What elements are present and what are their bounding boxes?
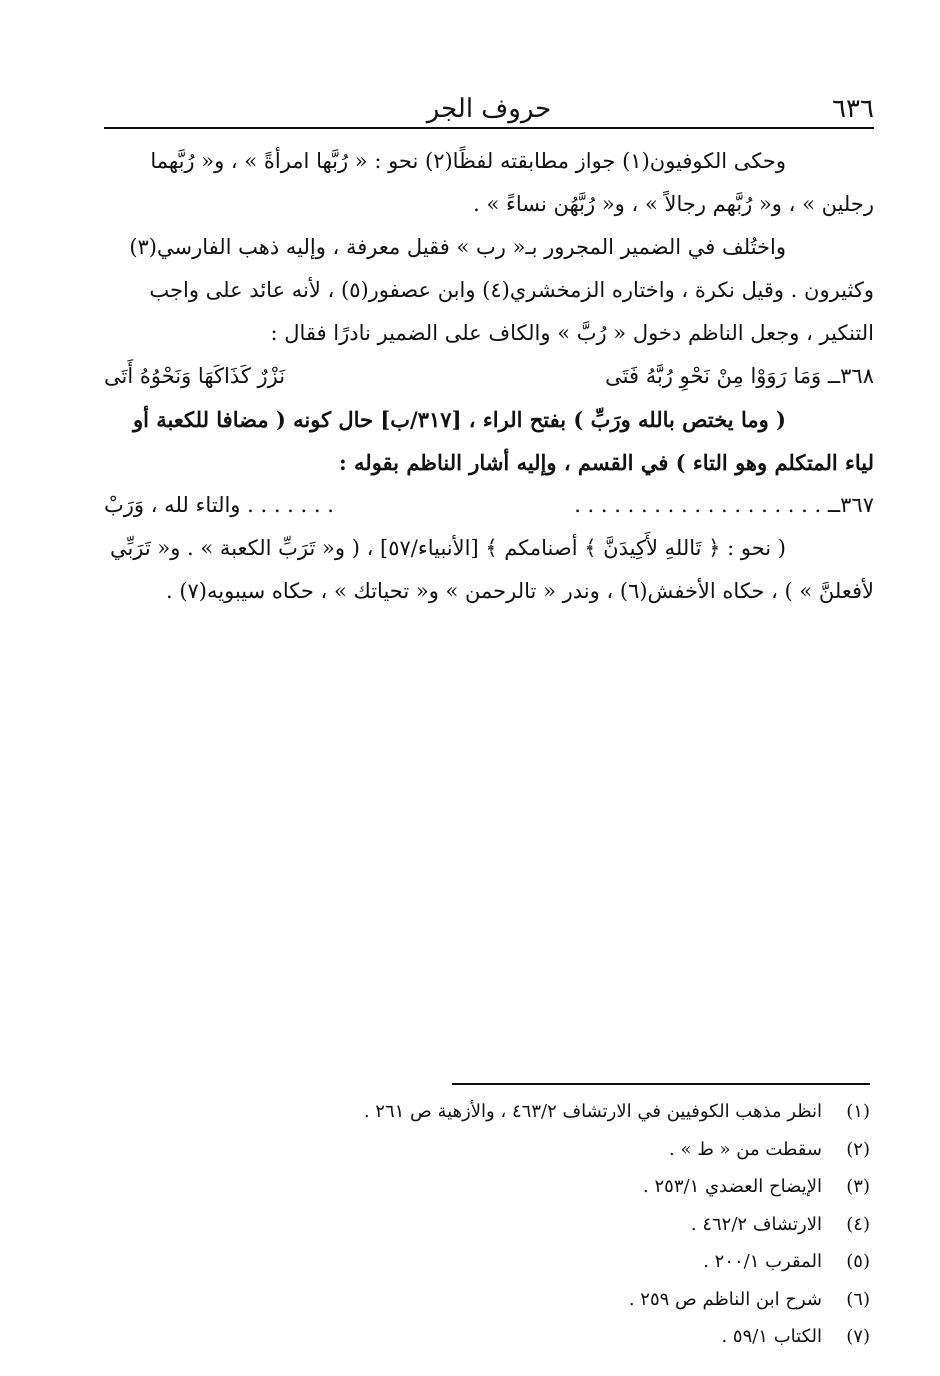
paragraph-line: واختُلف في الضمير المجرور بـ« رب » فقيل معرفة ، وإليه ذهب الفارسي(٣) xyxy=(129,235,786,259)
paragraph-line: رجلين » ، و« رُبَّهم رجالاً » ، و« رُبَّهُن نساءً » . xyxy=(473,192,874,216)
footnote-item xyxy=(200,1318,870,1356)
paragraph-line: وحكى الكوفيون(١) جواز مطابقته لفظًا(٢) نحو : « رُبَّها امرأةً » ، و« رُبَّهما xyxy=(150,149,786,173)
footnote-number: (٥) xyxy=(846,1251,870,1273)
paragraph-line: لياء المتكلم وهو التاء ) في القسم ، وإليه أشار الناظم بقوله : xyxy=(338,450,874,475)
main-text xyxy=(104,140,874,613)
paragraph-line: وكثيرون . وقيل نكرة ، واختاره الزمخشري(٤) وابن عصفور(٥) ، لأنه عائد على واجب xyxy=(149,278,874,302)
footnote-text: المقرب ٢٠٠/١ . xyxy=(703,1251,822,1273)
verse-367 xyxy=(104,484,874,527)
footnote-item xyxy=(200,1131,870,1169)
footnote-number: (٢) xyxy=(846,1138,870,1160)
verse-first-hemistich: ٣٦٨ــ وَمَا رَوَوْا مِنْ نَحْوِ رُبَّهُ فَتَى xyxy=(605,364,874,388)
header-rule xyxy=(104,127,874,129)
paragraph-line: التنكير ، وجعل الناظم دخول « رُبَّ » والكاف على الضمير نادرًا فقال : xyxy=(270,321,874,345)
footnote-text: الارتشاف ٤٦٢/٢ . xyxy=(690,1213,822,1235)
footnote-number: (٣) xyxy=(846,1176,870,1198)
footnote-item xyxy=(200,1281,870,1319)
footnote-text: الإيضاح العضدي ٢٥٣/١ . xyxy=(643,1176,822,1198)
paragraph-line: ( وما يختص بالله ورَبِّ ) بفتح الراء ، [٣١٧/ب] حال كونه ( مضافا للكعبة أو xyxy=(133,407,786,432)
verse-first-hemistich: ٣٦٧ــ . . . . . . . . . . . . . . . . . . . xyxy=(574,493,874,517)
footnote-item xyxy=(200,1168,870,1206)
footnote-number: (٧) xyxy=(846,1326,870,1348)
running-title: حروف الجر xyxy=(426,94,552,124)
verse-368 xyxy=(104,355,874,398)
footnotes xyxy=(200,1093,870,1356)
footnote-separator xyxy=(452,1083,870,1085)
page-number: ٦٣٦ xyxy=(832,94,874,124)
footnote-item xyxy=(200,1093,870,1131)
footnote-item xyxy=(200,1206,870,1244)
verse-second-hemistich: نَزْرٌ كَذَاكَهَا وَنَحْوُهُ أَتَى xyxy=(104,364,286,388)
paragraph-line: لأفعلنَّ » ) ، حكاه الأخفش(٦) ، وندر « تالرحمن » و« تحياتك » ، حكاه سيبويه(٧) . xyxy=(165,579,874,603)
footnote-number: (٦) xyxy=(846,1288,870,1310)
paragraph-line: ( نحو : ﴿ تَاللهِ لأَكِيدَنَّ ﴾ أصنامكم ﴾ [الأنبياء/٥٧] ، ( و« تَرَبِّ الكعبة » . و« تَرَبِّي xyxy=(109,536,786,560)
footnote-text: انظر مذهب الكوفيين في الارتشاف ٤٦٣/٢ ، والأزهية ص ٢٦١ . xyxy=(363,1101,822,1123)
footnote-number: (٤) xyxy=(846,1213,870,1235)
verse-second-hemistich: . . . . . . . والتاء لله ، وَرَبْ xyxy=(104,493,334,517)
footnote-number: (١) xyxy=(846,1101,870,1123)
page-header xyxy=(104,92,874,128)
footnote-item xyxy=(200,1243,870,1281)
footnote-text: سقطت من « ط » . xyxy=(669,1138,822,1160)
footnote-text: الكتاب ٥٩/١ . xyxy=(721,1326,822,1348)
footnote-text: شرح ابن الناظم ص ٢٥٩ . xyxy=(628,1288,822,1310)
